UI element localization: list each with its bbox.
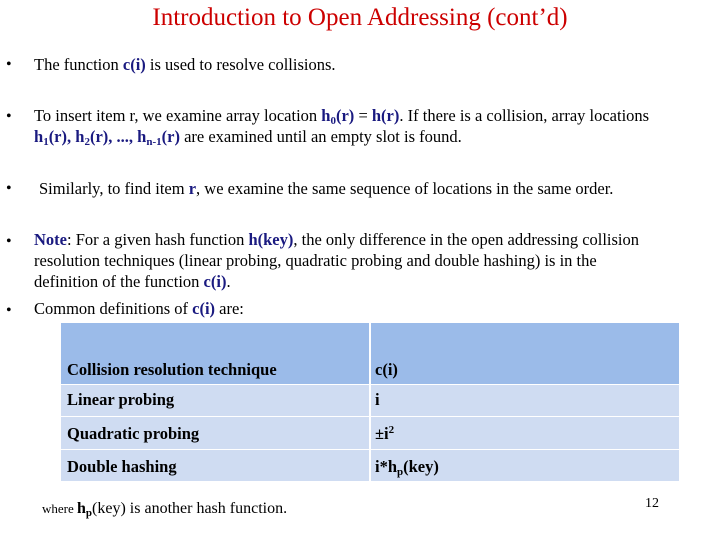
b2-subn: n-1	[146, 136, 162, 148]
b4-ci: c(i)	[203, 272, 227, 291]
b2-sub1: 1	[43, 136, 49, 148]
page-number: 12	[645, 496, 659, 511]
double-ci-base: i*h	[375, 457, 398, 476]
b2-sub0: 0	[330, 115, 336, 127]
column-divider	[369, 323, 371, 481]
b2-line2-post: are examined until an empty slot is found.	[179, 127, 462, 146]
b2-h1: h	[34, 127, 44, 146]
b5-post: are:	[215, 299, 244, 318]
bullet-3	[39, 178, 719, 199]
b4-line1-post: , the only difference in the open addressing collision	[293, 230, 640, 249]
double-ci-sub: p	[397, 466, 404, 478]
footer-sub: p	[85, 507, 93, 519]
bullet-marker: •	[6, 56, 12, 73]
b4-line3-pre: definition of the function	[34, 272, 204, 291]
b4-pre: : For a given hash function	[66, 230, 249, 249]
b4-line2: resolution techniques (linear probing, quadratic probing and double hashing) is in the	[34, 251, 597, 270]
b4-line3-post: .	[226, 272, 231, 291]
b1-pre: The function	[34, 55, 123, 74]
b2-hn: h	[137, 127, 147, 146]
b2-r1: (r),	[48, 127, 76, 146]
b4-note: Note	[34, 230, 67, 249]
header-technique: Collision resolution technique	[67, 360, 277, 379]
b2-hr: h(r)	[371, 106, 400, 125]
row-double-technique: Double hashing	[67, 457, 177, 476]
b2-line1-post: . If there is a collision, array locations	[399, 106, 650, 125]
row-quadratic-ci	[375, 424, 394, 444]
bullet-5	[34, 298, 714, 319]
footer-where: where	[42, 501, 78, 516]
bullet-2	[34, 105, 714, 147]
bullet-marker: •	[6, 180, 12, 197]
bullet-4	[34, 229, 714, 292]
bullet-marker: •	[6, 302, 12, 319]
b2-sub2: 2	[84, 136, 90, 148]
footer-post: (key) is another hash function.	[92, 500, 288, 517]
b1-ci: c(i)	[122, 55, 146, 74]
bullet-1	[34, 54, 714, 75]
bullet-marker: •	[6, 108, 12, 125]
collision-table	[61, 323, 679, 481]
double-ci-post: (key)	[403, 457, 439, 476]
row-quadratic-technique: Quadratic probing	[67, 424, 200, 443]
b2-r: (r)	[335, 106, 355, 125]
b2-rn: (r)	[161, 127, 180, 146]
bullet-marker: •	[6, 233, 12, 250]
quadratic-ci-exp: 2	[388, 424, 395, 436]
header-ci: c(i)	[375, 360, 398, 379]
row-double-ci	[375, 457, 439, 477]
footer-h: h	[77, 500, 86, 517]
b1-post: is used to resolve collisions.	[145, 55, 336, 74]
b3-pre: Similarly, to find item	[39, 179, 189, 198]
b5-ci: c(i)	[192, 299, 216, 318]
b3-r: r	[188, 179, 197, 198]
b2-h2: h	[75, 127, 85, 146]
row-linear-ci: i	[375, 390, 380, 409]
quadratic-ci-base: ±i	[375, 424, 389, 443]
slide-title: Introduction to Open Addressing (cont’d)	[152, 4, 568, 31]
row-linear-technique: Linear probing	[67, 390, 175, 409]
b2-h0: h	[321, 106, 331, 125]
b5-pre: Common definitions of	[34, 299, 193, 318]
footer-note	[42, 500, 287, 518]
b2-eq: =	[354, 106, 372, 125]
b2-line1-pre: To insert item r, we examine array location	[34, 106, 322, 125]
b3-post: , we examine the same sequence of locations in the same order.	[196, 179, 614, 198]
b4-hkey: h(key)	[248, 230, 294, 249]
b2-r2: (r), ...,	[89, 127, 138, 146]
